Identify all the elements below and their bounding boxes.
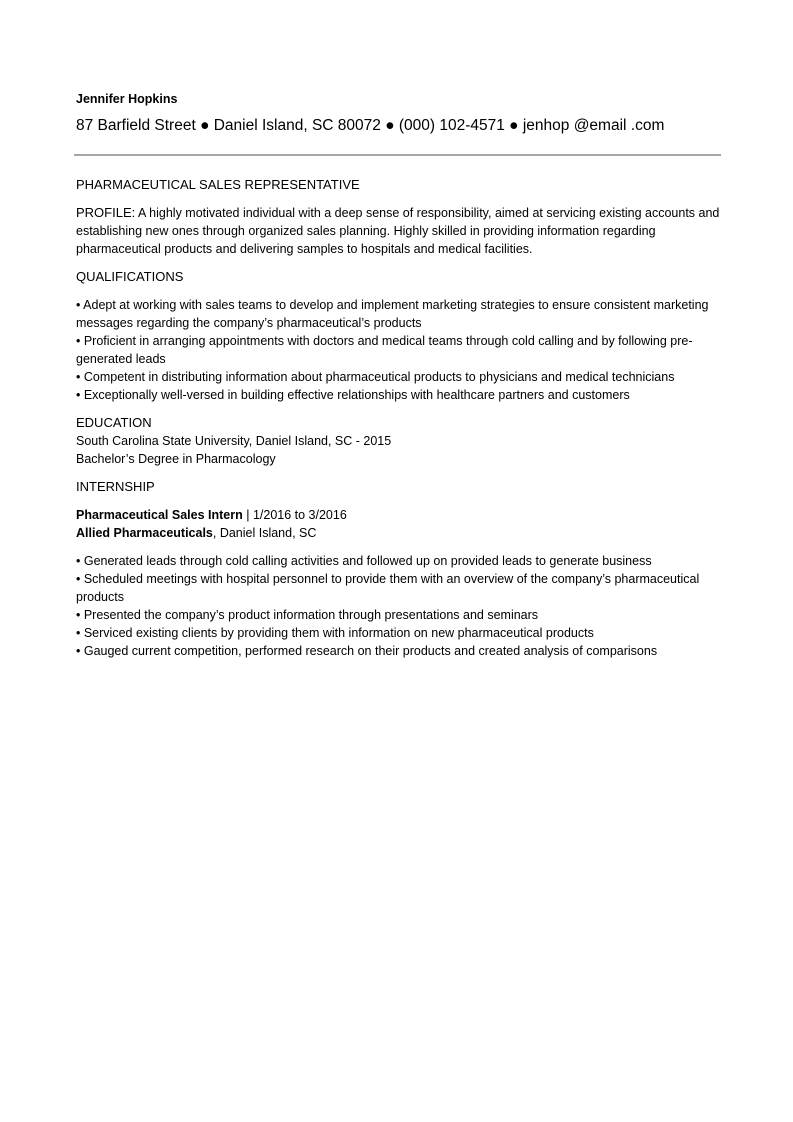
qualifications-heading: QUALIFICATIONS [76,269,184,284]
profile-section [76,204,721,258]
candidate-name: Jennifer Hopkins [76,92,178,106]
profile-label: PROFILE: [76,205,136,220]
list-item: • Scheduled meetings with hospital personnel to provide them with an overview of the company’s pharmaceutical products [76,572,700,604]
list-item: • Proficient in arranging appointments with doctors and medical teams through cold calling and by following pre-generated leads [76,334,693,366]
internship-heading: INTERNSHIP [76,479,155,494]
list-item: • Presented the company’s product information through presentations and seminars [76,608,539,622]
list-item: • Serviced existing clients by providing them with information on new pharmaceutical products [76,626,594,640]
resume-body [76,176,721,660]
list-item: • Competent in distributing information about pharmaceutical products to physicians and medical technicians [76,370,675,384]
list-item: • Exceptionally well-versed in building effective relationships with healthcare partners and customers [76,388,630,402]
resume-page [76,90,721,658]
header-divider [74,154,721,156]
profile-text: A highly motivated individual with a deep sense of responsibility, aimed at servicing existing accounts and establishing new ones through organized sales planning. Highly skilled in providing information regarding pharmaceutical products and delivering samples to hospitals and medical facilities. [76,206,720,256]
internship-role-line [76,506,721,524]
list-item: • Gauged current competition, performed research on their products and created analysis of comparisons [76,644,658,658]
education-degree: Bachelor’s Degree in Pharmacology [76,452,276,466]
internship-role: Pharmaceutical Sales Intern [76,508,243,522]
internship-dates: | 1/2016 to 3/2016 [242,508,347,522]
list-item: • Generated leads through cold calling activities and followed up on provided leads to generate business [76,554,652,568]
job-title: PHARMACEUTICAL SALES REPRESENTATIVE [76,177,360,192]
internship-list [76,552,721,660]
list-item: • Adept at working with sales teams to develop and implement marketing strategies to ensure consistent marketing messages regarding the company’s pharmaceutical’s products [76,298,709,330]
internship-company: Allied Pharmaceuticals [76,526,213,540]
education-school: South Carolina State University, Daniel Island, SC - 2015 [76,434,392,448]
internship-company-line [76,524,721,542]
education-heading: EDUCATION [76,415,152,430]
qualifications-list [76,296,721,404]
internship-location: , Daniel Island, SC [212,526,317,540]
contact-line: 87 Barfield Street ● Daniel Island, SC 80072 ● (000) 102-4571 ● jenhop @email .com [76,117,665,134]
